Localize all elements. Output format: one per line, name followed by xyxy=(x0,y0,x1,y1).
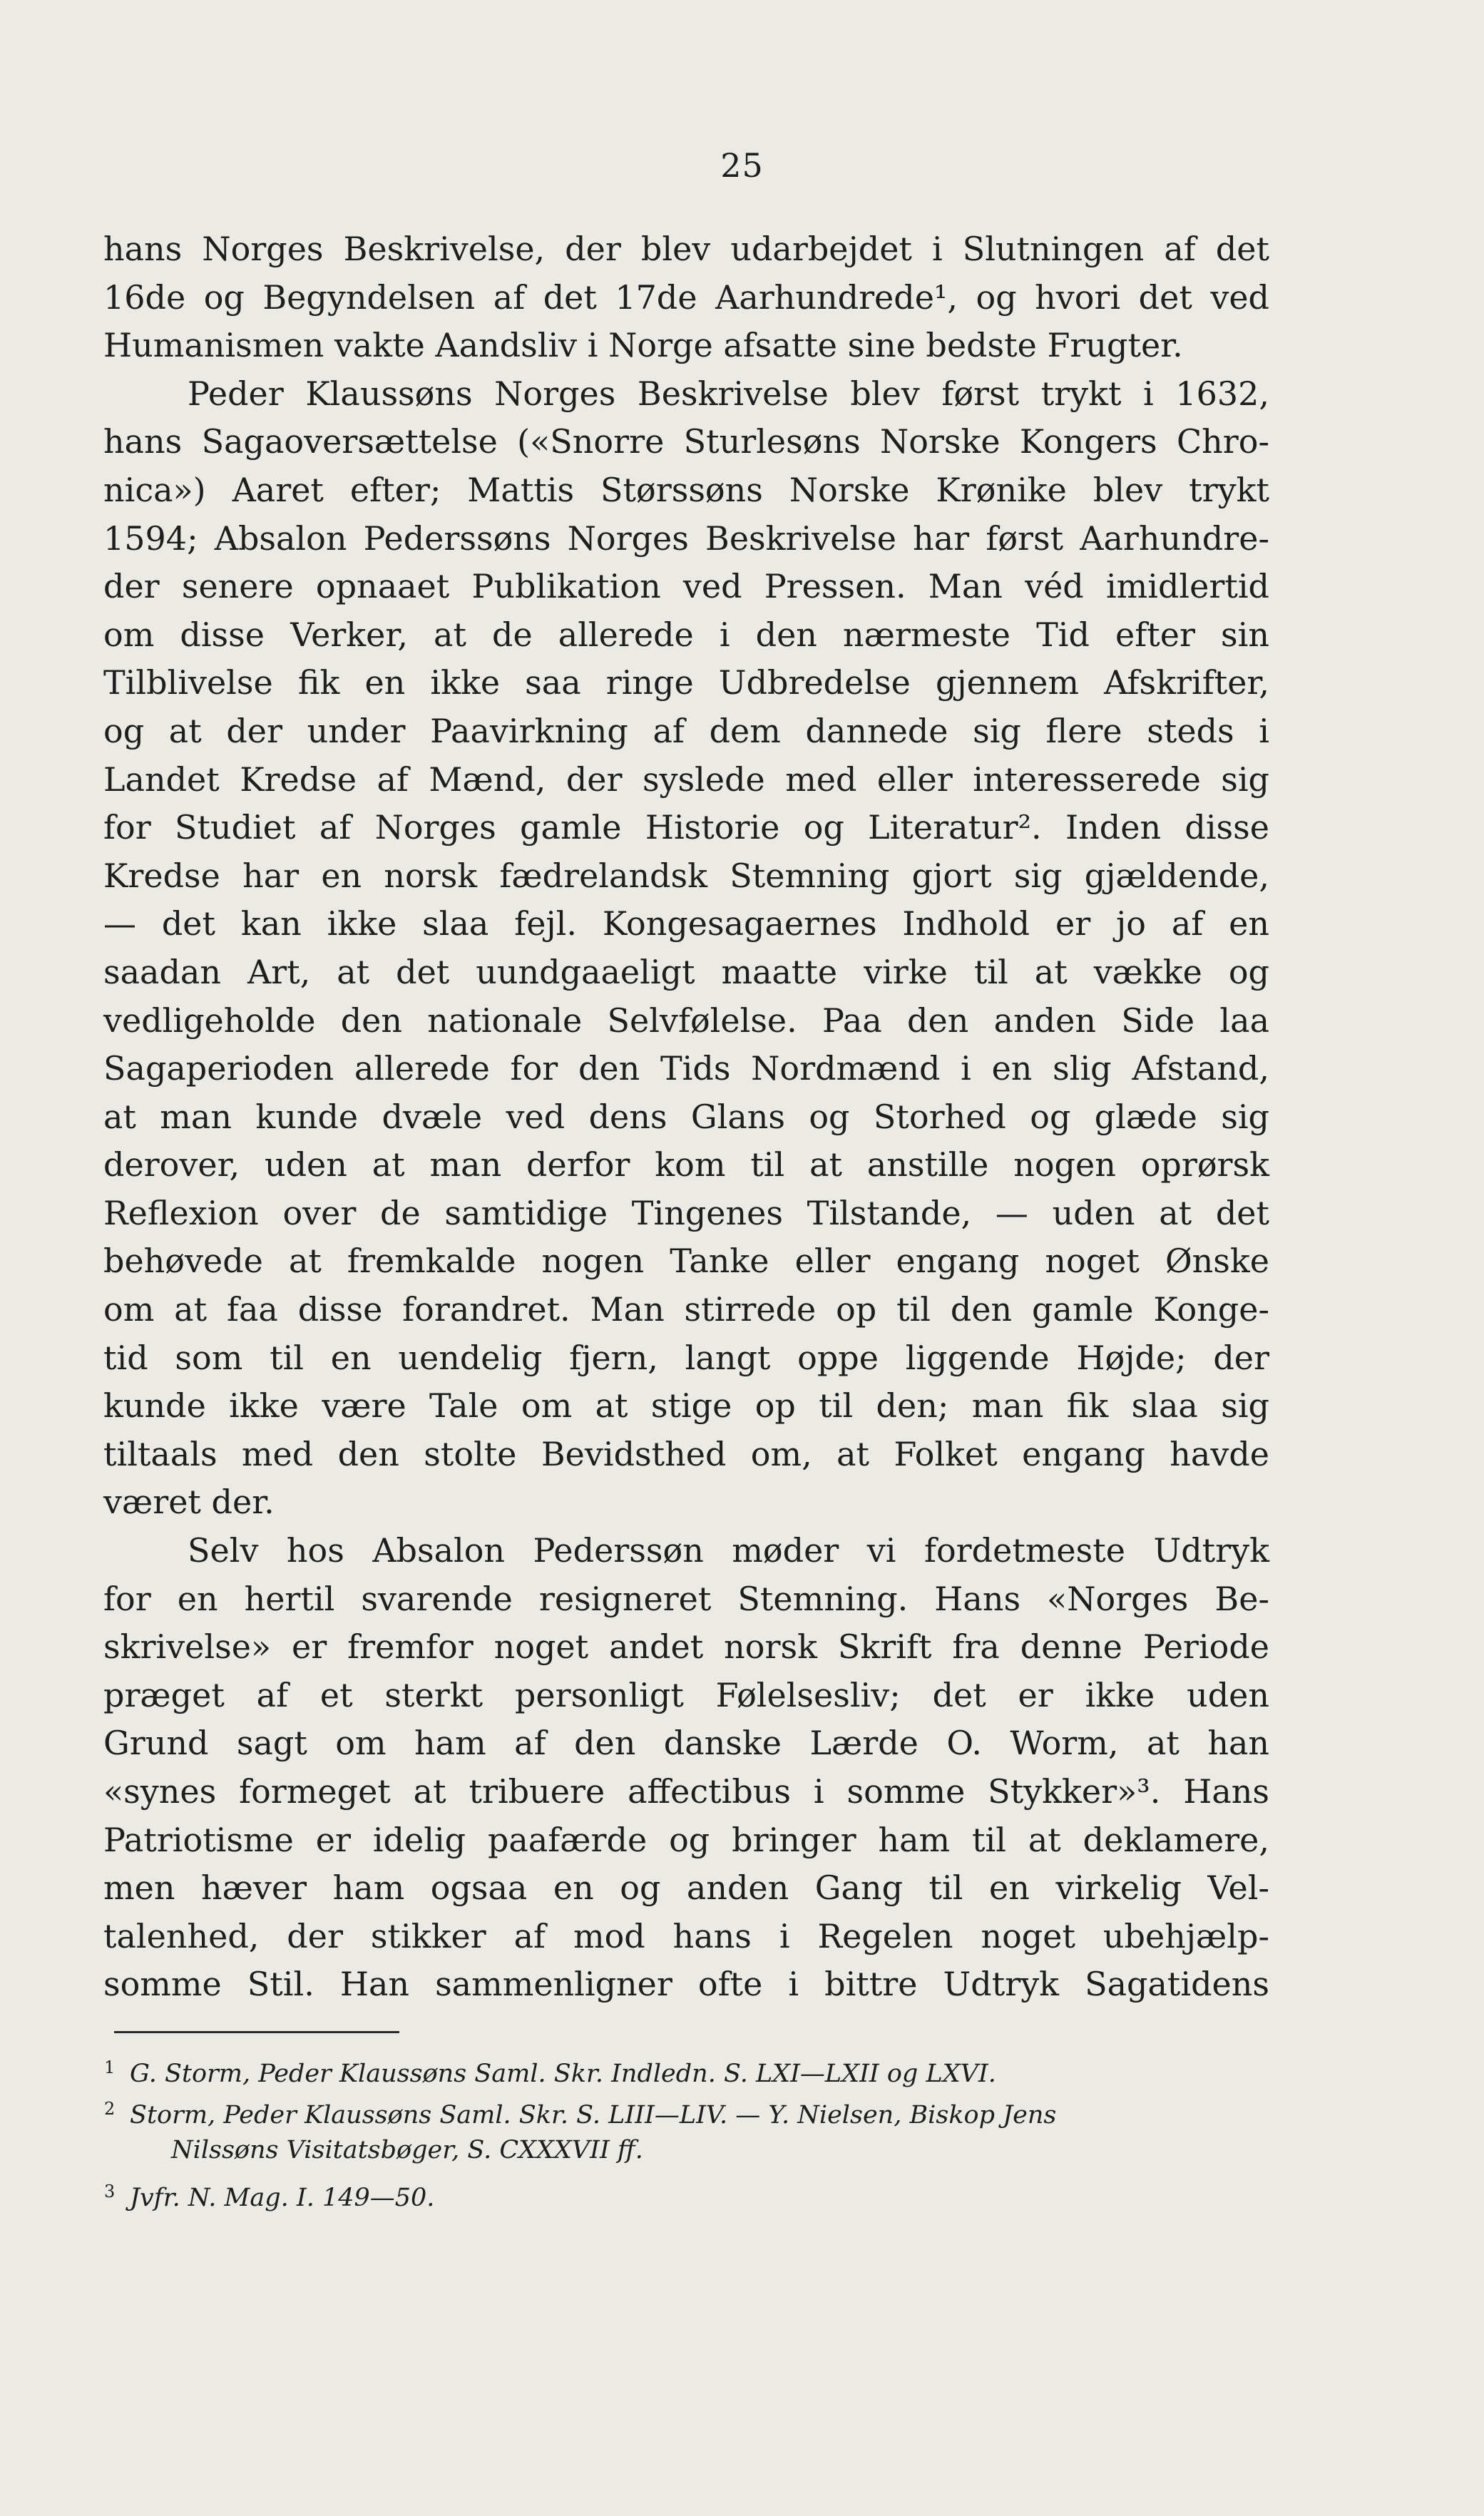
text-line: for Studiet af Norges gamle Historie og Literatur². Inden disse xyxy=(103,808,1269,847)
text-line: somme Stil. Han sammenligner ofte i bittre Udtryk Sagatidens xyxy=(103,1965,1269,2004)
footnote xyxy=(104,2047,1269,2088)
text-line: skrivelse» er fremfor noget andet norsk Skrift fra denne Periode xyxy=(103,1627,1269,1667)
footnote-text: Nilssøns Visitatsbøger, S. CXXXVII ff. xyxy=(171,2136,643,2164)
text-line: tiltaals med den stolte Bevidsthed om, at Folket engang havde xyxy=(103,1434,1269,1473)
text-line: — det kan ikke slaa fejl. Kongesagaernes Indhold er jo af en xyxy=(103,904,1269,944)
text-line: Tilblivelse fik en ikke saa ringe Udbredelse gjennem Afskrifter, xyxy=(103,663,1269,702)
text-line: været der. xyxy=(103,1483,275,1522)
text-line: Grund sagt om ham af den danske Lærde O. Worm, at han xyxy=(103,1724,1269,1763)
text-line: 1594; Absalon Pederssøns Norges Beskrivelse har først Aarhundre- xyxy=(103,518,1269,558)
text-line: tid som til en uendelig fjern, langt oppe liggende Højde; der xyxy=(103,1338,1269,1377)
text-line: saadan Art, at det uundgaaeligt maatte virke til at vække og xyxy=(103,952,1269,991)
text-line: der senere opnaaet Publikation ved Pressen. Man véd imidlertid xyxy=(103,567,1269,606)
text-line: præget af et sterkt personligt Følelsesliv; det er ikke uden xyxy=(103,1675,1269,1714)
footnote xyxy=(104,2088,1269,2129)
text-line: nica») Aaret efter; Mattis Størssøns Norske Krønike blev trykt xyxy=(103,470,1269,509)
text-line: vedligeholde den nationale Selvfølelse. Paa den anden Side laa xyxy=(103,1001,1269,1040)
text-line: Patriotisme er idelig paafærde og bringer ham til at deklamere, xyxy=(103,1820,1269,1859)
text-line: kunde ikke være Tale om at stige op til den; man fik slaa sig xyxy=(103,1386,1269,1426)
footnote-text: Jvfr. N. Mag. I. 149—50. xyxy=(130,2184,435,2212)
text-line: og at der under Paavirkning af dem dannede sig flere steds i xyxy=(103,711,1269,750)
footnote-mark: 2 xyxy=(104,2099,116,2119)
text-line: behøvede at fremkalde nogen Tanke eller engang noget Ønske xyxy=(103,1242,1269,1281)
text-line: for en hertil svarende resigneret Stemning. Hans «Norges Be- xyxy=(103,1579,1269,1618)
text-line: hans Sagaoversættelse («Snorre Sturlesøns Norske Kongers Chro- xyxy=(103,422,1269,461)
text-line: at man kunde dvæle ved dens Glans og Storhed og glæde sig xyxy=(103,1097,1269,1136)
text-line: om at faa disse forandret. Man stirrede op til den gamle Konge- xyxy=(103,1290,1269,1329)
text-line: hans Norges Beskrivelse, der blev udarbejdet i Slutningen af det xyxy=(103,230,1269,268)
footnote-divider xyxy=(114,2031,399,2033)
text-line: Selv hos Absalon Pederssøn møder vi fordetmeste Udtryk xyxy=(188,1531,1269,1570)
text-line: Landet Kredse af Mænd, der syslede med eller interesserede sig xyxy=(103,760,1269,799)
footnote xyxy=(104,2171,1269,2212)
text-line: Peder Klaussøns Norges Beskrivelse blev først trykt i 1632, xyxy=(188,374,1269,413)
footnote-continuation xyxy=(135,2129,1269,2171)
footnote-text: Storm, Peder Klaussøns Saml. Skr. S. LIII—LIV. — Y. Nielsen, Biskop Jens xyxy=(130,2101,1057,2129)
body-text xyxy=(103,225,1269,2009)
text-line: om disse Verker, at de allerede i den nærmeste Tid efter sin xyxy=(103,615,1269,654)
text-line: Reflexion over de samtidige Tingenes Tilstande, — uden at det xyxy=(103,1193,1269,1232)
footnote-text: G. Storm, Peder Klaussøns Saml. Skr. Indledn. S. LXI—LXII og LXVI. xyxy=(130,2060,996,2088)
text-line: derover, uden at man derfor kom til at anstille nogen oprørsk xyxy=(103,1145,1269,1185)
text-line: 16de og Begyndelsen af det 17de Aarhundrede¹, og hvori det ved xyxy=(103,277,1269,317)
text-line: talenhed, der stikker af mod hans i Regelen noget ubehjælp- xyxy=(103,1916,1269,1955)
footnote-mark: 3 xyxy=(104,2182,116,2202)
text-line: Kredse har en norsk fædrelandsk Stemning gjort sig gjældende, xyxy=(103,856,1269,895)
text-line: «synes formeget at tribuere affectibus i somme Stykker»³. Hans xyxy=(103,1772,1269,1811)
footnotes xyxy=(104,2047,1269,2212)
text-line: Sagaperioden allerede for den Tids Nordmænd i en slig Afstand, xyxy=(103,1049,1269,1088)
page-number: 25 xyxy=(720,146,764,185)
text-line: Humanismen vakte Aandsliv i Norge afsatte sine bedste Frugter. xyxy=(103,326,1183,365)
text-line: men hæver ham ogsaa en og anden Gang til en virkelig Vel- xyxy=(103,1868,1269,1908)
footnote-mark: 1 xyxy=(104,2057,116,2077)
